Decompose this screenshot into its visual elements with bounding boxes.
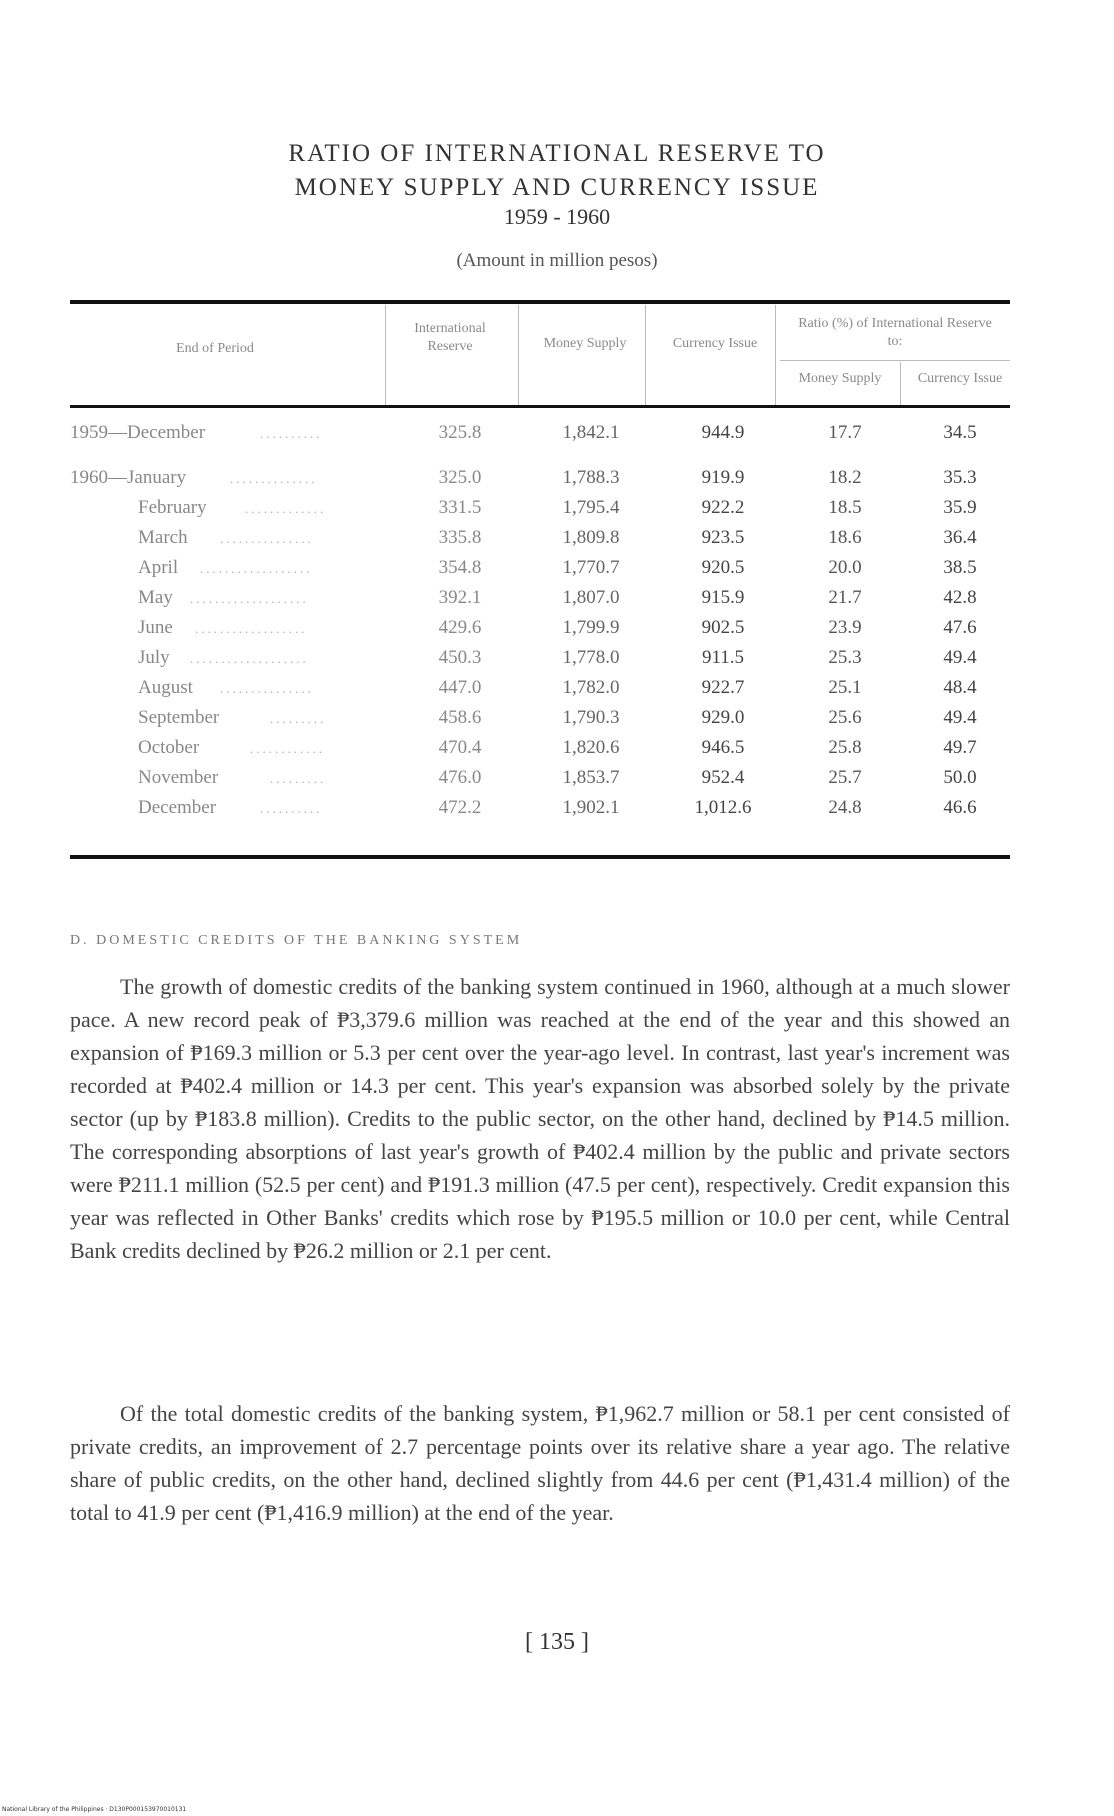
cell-period: May bbox=[138, 587, 173, 608]
cell-period: February bbox=[138, 497, 207, 518]
cell-ratio-money: 25.1 bbox=[828, 677, 862, 698]
cell-reserve: 335.8 bbox=[438, 527, 482, 548]
header-period: End of Period bbox=[176, 341, 254, 356]
cell-period: 1960—January bbox=[70, 467, 187, 488]
leader-dots: .................. bbox=[195, 621, 308, 636]
body-paragraph-2 bbox=[70, 1397, 1010, 1529]
leader-dots: ............. bbox=[245, 501, 327, 516]
body-paragraph-1 bbox=[70, 970, 1010, 1267]
cell-currency-issue: 929.0 bbox=[701, 707, 745, 728]
cell-period: August bbox=[138, 677, 193, 698]
table-row bbox=[70, 737, 1010, 765]
col-divider bbox=[385, 305, 386, 405]
cell-ratio-currency: 35.3 bbox=[943, 467, 977, 488]
cell-ratio-money: 23.9 bbox=[828, 617, 862, 638]
paragraph-text: Of the total domestic credits of the banking system, ₱1,962.7 million or 58.1 per cent consisted of private credits, an improvement of 2.7 percentage points over its relative share a year ago. The relative share of public credits, on the other hand, declined slightly from 44.6 per cent (₱1,431.4 million) of the total to 41.9 per cent (₱1,416.9 million) at the end of the year. bbox=[70, 1401, 1010, 1525]
cell-ratio-money: 18.2 bbox=[828, 467, 862, 488]
cell-period: 1959—December bbox=[70, 422, 206, 443]
col-divider bbox=[775, 305, 776, 405]
header-ratio-group: Ratio (%) of International Reserve to: bbox=[798, 316, 992, 349]
cell-currency-issue: 902.5 bbox=[701, 617, 745, 638]
cell-ratio-money: 20.0 bbox=[828, 557, 862, 578]
cell-ratio-currency: 50.0 bbox=[943, 767, 977, 788]
cell-reserve: 331.5 bbox=[438, 497, 482, 518]
leader-dots: .......... bbox=[260, 801, 323, 816]
table-top-rule bbox=[70, 300, 1010, 304]
cell-ratio-currency: 48.4 bbox=[943, 677, 977, 698]
cell-ratio-currency: 36.4 bbox=[943, 527, 977, 548]
cell-period: November bbox=[138, 767, 219, 788]
cell-currency-issue: 919.9 bbox=[701, 467, 745, 488]
page-number: [ 135 ] bbox=[525, 1629, 589, 1655]
cell-money-supply: 1,853.7 bbox=[562, 767, 620, 788]
cell-reserve: 476.0 bbox=[438, 767, 482, 788]
cell-ratio-currency: 49.4 bbox=[943, 707, 977, 728]
leader-dots: ................... bbox=[190, 651, 309, 666]
cell-reserve: 325.0 bbox=[438, 467, 482, 488]
table-row bbox=[70, 617, 1010, 645]
cell-period: December bbox=[138, 797, 217, 818]
cell-reserve: 429.6 bbox=[438, 617, 482, 638]
cell-ratio-money: 25.6 bbox=[828, 707, 862, 728]
leader-dots: .......... bbox=[260, 426, 323, 441]
table-row bbox=[70, 467, 1010, 495]
report-title-line2: MONEY SUPPLY AND CURRENCY ISSUE bbox=[294, 174, 820, 201]
cell-ratio-money: 25.7 bbox=[828, 767, 862, 788]
cell-reserve: 470.4 bbox=[438, 737, 482, 758]
cell-currency-issue: 946.5 bbox=[701, 737, 745, 758]
cell-currency-issue: 915.9 bbox=[701, 587, 745, 608]
cell-ratio-currency: 38.5 bbox=[943, 557, 977, 578]
header-ratio-money: Money Supply bbox=[798, 371, 882, 386]
cell-money-supply: 1,807.0 bbox=[562, 587, 620, 608]
table-header-rule bbox=[70, 405, 1010, 408]
cell-money-supply: 1,809.8 bbox=[562, 527, 620, 548]
cell-currency-issue: 1,012.6 bbox=[694, 797, 752, 818]
paragraph-text: The growth of domestic credits of the banking system continued in 1960, although at a much slower pace. A new record peak of ₱3,379.6 million was reached at the end of the year and this showed an expansion of ₱169.3 million or 5.3 per cent over the year-ago level. In contrast, last year's increment was recorded at ₱402.4 million or 14.3 per cent. This year's expansion was absorbed solely by the private sector (up by ₱183.8 million). Credits to the public sector, on the other hand, declined by ₱14.5 million. The corresponding absorptions of last year's growth of ₱402.4 million by the public and private sectors were ₱211.1 million (52.5 per cent) and ₱191.3 million (47.5 per cent), respectively. Credit expansion this year was reflected in Other Banks' credits which rose by ₱195.5 million or 10.0 per cent, while Central Bank credits declined by ₱26.2 million or 2.1 per cent. bbox=[70, 974, 1010, 1263]
cell-ratio-money: 25.8 bbox=[828, 737, 862, 758]
table-row bbox=[70, 587, 1010, 615]
table-row bbox=[70, 767, 1010, 795]
cell-reserve: 447.0 bbox=[438, 677, 482, 698]
table-row bbox=[70, 527, 1010, 555]
cell-money-supply: 1,782.0 bbox=[562, 677, 620, 698]
cell-period: October bbox=[138, 737, 200, 758]
table-row bbox=[70, 557, 1010, 585]
cell-ratio-currency: 46.6 bbox=[943, 797, 977, 818]
unit-note: (Amount in million pesos) bbox=[456, 250, 658, 271]
cell-reserve: 354.8 bbox=[438, 557, 482, 578]
header-subrule bbox=[780, 360, 1010, 361]
report-title-line1: RATIO OF INTERNATIONAL RESERVE TO bbox=[288, 140, 826, 167]
scan-footer: National Library of the Philippines · D130P000153970010131 bbox=[2, 1806, 187, 1813]
cell-ratio-money: 18.6 bbox=[828, 527, 862, 548]
cell-ratio-currency: 34.5 bbox=[943, 422, 977, 443]
cell-currency-issue: 922.7 bbox=[701, 677, 745, 698]
cell-money-supply: 1,778.0 bbox=[562, 647, 620, 668]
cell-ratio-money: 18.5 bbox=[828, 497, 862, 518]
cell-money-supply: 1,799.9 bbox=[562, 617, 620, 638]
cell-currency-issue: 944.9 bbox=[701, 422, 745, 443]
table-row bbox=[70, 497, 1010, 525]
cell-currency-issue: 923.5 bbox=[701, 527, 745, 548]
cell-money-supply: 1,788.3 bbox=[562, 467, 620, 488]
col-divider bbox=[645, 305, 646, 405]
cell-ratio-currency: 49.7 bbox=[943, 737, 977, 758]
col-divider bbox=[900, 362, 901, 405]
table-row bbox=[70, 677, 1010, 705]
cell-money-supply: 1,842.1 bbox=[562, 422, 620, 443]
cell-ratio-currency: 47.6 bbox=[943, 617, 977, 638]
table-row bbox=[70, 422, 1010, 450]
header-ratio-currency: Currency Issue bbox=[917, 371, 1003, 386]
report-title-years: 1959 - 1960 bbox=[503, 204, 611, 229]
cell-period: April bbox=[138, 557, 179, 578]
cell-money-supply: 1,790.3 bbox=[562, 707, 620, 728]
cell-currency-issue: 920.5 bbox=[701, 557, 745, 578]
table-row bbox=[70, 647, 1010, 675]
cell-period: September bbox=[138, 707, 220, 728]
cell-money-supply: 1,902.1 bbox=[562, 797, 620, 818]
cell-ratio-money: 24.8 bbox=[828, 797, 862, 818]
cell-ratio-currency: 42.8 bbox=[943, 587, 977, 608]
cell-money-supply: 1,795.4 bbox=[562, 497, 620, 518]
leader-dots: .............. bbox=[230, 471, 318, 486]
table-bottom-rule bbox=[70, 855, 1010, 859]
leader-dots: ......... bbox=[270, 771, 327, 786]
leader-dots: ......... bbox=[270, 711, 327, 726]
cell-period: June bbox=[138, 617, 173, 638]
cell-ratio-currency: 49.4 bbox=[943, 647, 977, 668]
cell-ratio-currency: 35.9 bbox=[943, 497, 977, 518]
cell-money-supply: 1,820.6 bbox=[562, 737, 620, 758]
cell-reserve: 450.3 bbox=[438, 647, 482, 668]
leader-dots: ............... bbox=[220, 681, 314, 696]
cell-reserve: 325.8 bbox=[438, 422, 482, 443]
cell-reserve: 472.2 bbox=[438, 797, 482, 818]
cell-ratio-money: 17.7 bbox=[828, 422, 862, 443]
cell-ratio-money: 25.3 bbox=[828, 647, 862, 668]
cell-period: March bbox=[138, 527, 188, 548]
col-divider bbox=[518, 305, 519, 405]
cell-money-supply: 1,770.7 bbox=[562, 557, 620, 578]
cell-currency-issue: 952.4 bbox=[701, 767, 745, 788]
table-row bbox=[70, 707, 1010, 735]
cell-currency-issue: 911.5 bbox=[701, 647, 745, 668]
cell-reserve: 392.1 bbox=[438, 587, 482, 608]
leader-dots: .................. bbox=[200, 561, 313, 576]
table-row bbox=[70, 797, 1010, 825]
cell-reserve: 458.6 bbox=[438, 707, 482, 728]
cell-period: July bbox=[138, 647, 170, 668]
section-heading: D. DOMESTIC CREDITS OF THE BANKING SYSTEM bbox=[70, 933, 523, 948]
header-reserve: International Reserve bbox=[414, 321, 486, 354]
cell-ratio-money: 21.7 bbox=[828, 587, 862, 608]
cell-currency-issue: 922.2 bbox=[701, 497, 745, 518]
leader-dots: ................... bbox=[190, 591, 309, 606]
header-currency-issue: Currency Issue bbox=[672, 336, 758, 351]
leader-dots: ............ bbox=[250, 741, 325, 756]
header-money-supply: Money Supply bbox=[543, 336, 627, 351]
leader-dots: ............... bbox=[220, 531, 314, 546]
